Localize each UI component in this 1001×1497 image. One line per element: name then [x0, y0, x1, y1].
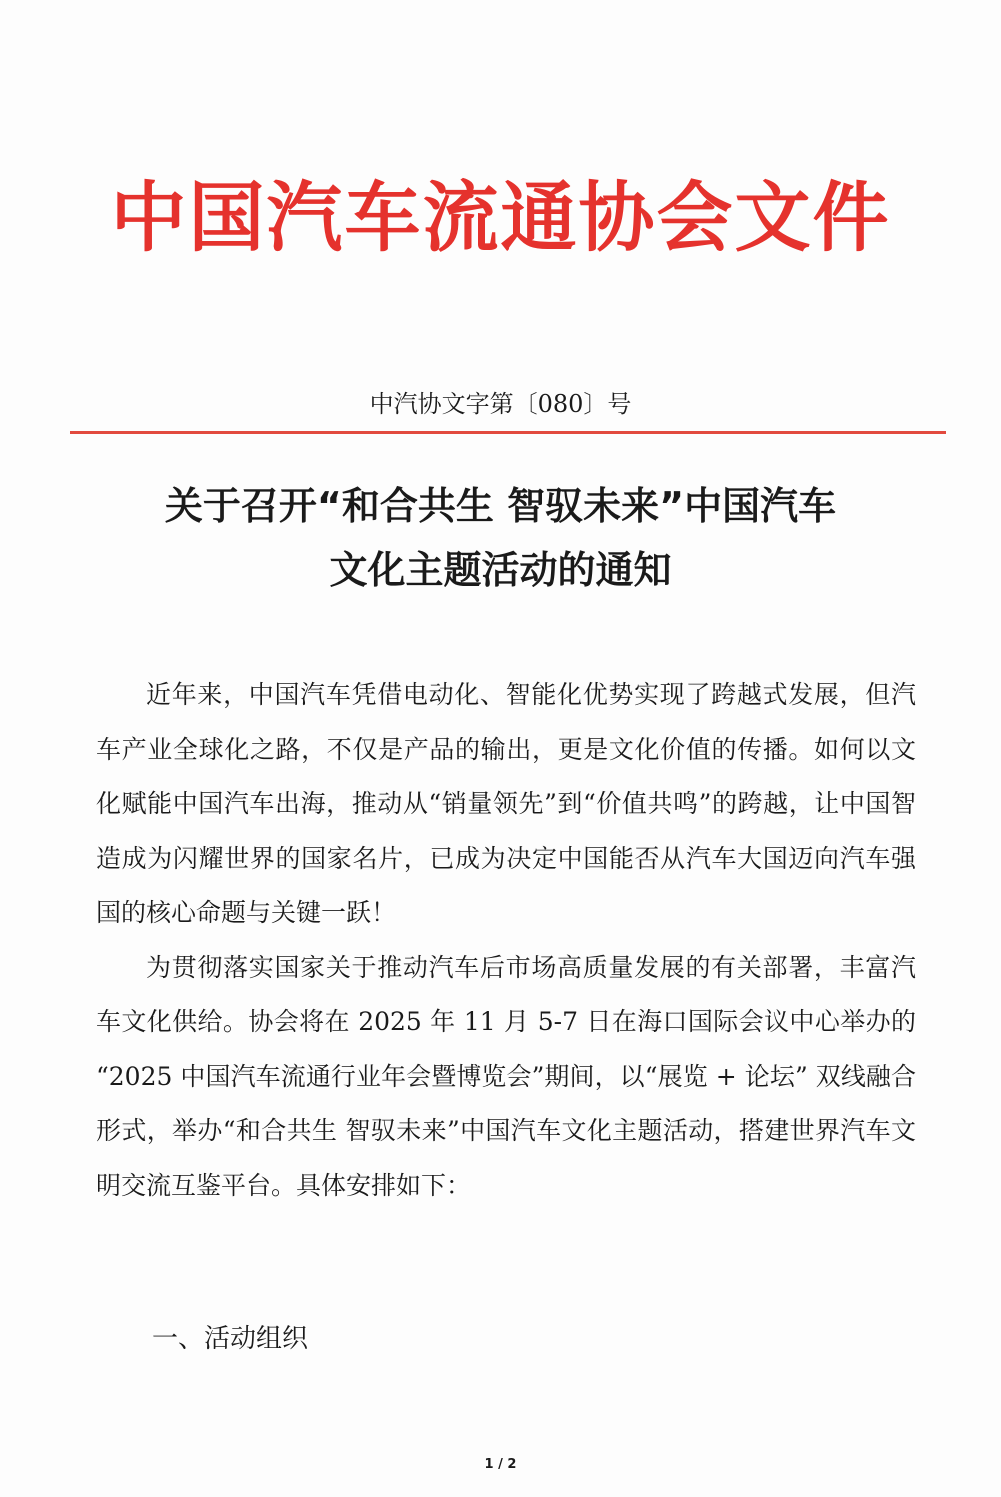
red-divider-rule	[70, 431, 946, 434]
document-number: 中汽协文字第〔080〕号	[369, 390, 632, 418]
body-paragraph-1: 近年来，中国汽车凭借电动化、智能化优势实现了跨越式发展，但汽车产业全球化之路，不仅是产品的输出，更是文化价值的传播。如何以文化赋能中国汽车出海，推动从“销量领先”到“价值共鸣”的跨越，让中国智造成为闪耀世界的国家名片，已成为决定中国能否从汽车大国迈向汽车强国的核心命题与关键一跃！	[96, 680, 916, 927]
notice-title	[60, 474, 941, 602]
body-paragraph-2: 为贯彻落实国家关于推动汽车后市场高质量发展的有关部署，丰富汽车文化供给。协会将在 2025 年 11 月 5-7 日在海口国际会议中心举办的 “2025 中国汽车流通行业年会暨博览会”期间，以“展览 + 论坛” 双线融合形式，举办“和合共生 智驭未来”中国汽车文化主题活动，搭建世界汽车文明交流互鉴平台。具体安排如下：	[96, 952, 916, 1200]
section-heading-1: 一、活动组织	[152, 1324, 309, 1354]
body-text	[96, 668, 916, 1213]
notice-title-line-1: 关于召开“和合共生 智驭未来”中国汽车	[164, 484, 837, 528]
notice-title-line-2: 文化主题活动的通知	[329, 548, 672, 592]
page-number: 1 / 2	[484, 1457, 517, 1472]
organization-header-title: 中国汽车流通协会文件	[110, 173, 891, 262]
